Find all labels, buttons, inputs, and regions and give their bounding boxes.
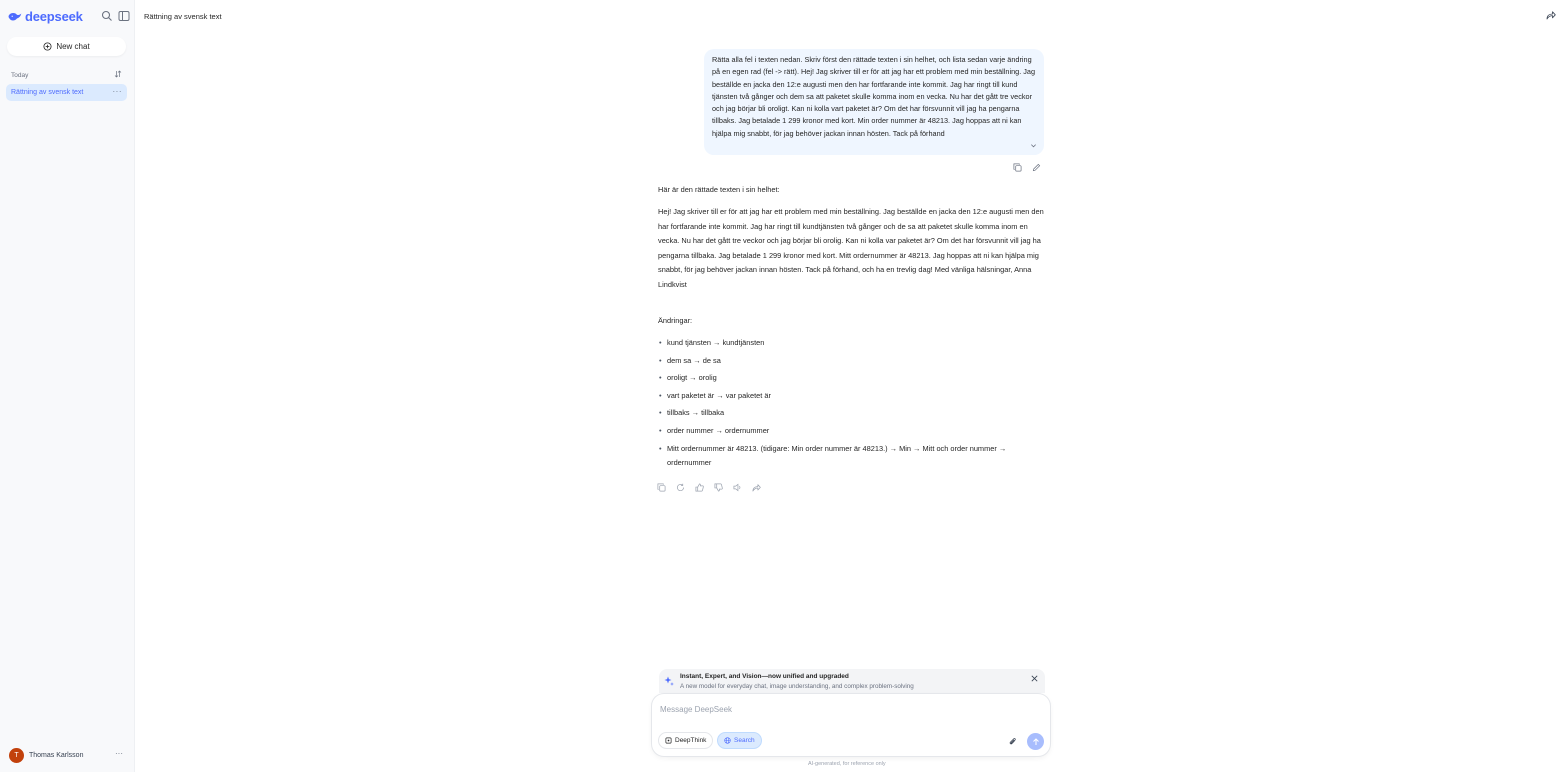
send-arrow-icon bbox=[1032, 738, 1040, 746]
share-icon bbox=[752, 483, 761, 492]
new-chat-button[interactable] bbox=[7, 37, 126, 56]
thumbs-down-button[interactable] bbox=[714, 479, 723, 488]
response-changes-heading: Ändringar: bbox=[658, 316, 693, 325]
sidebar bbox=[0, 0, 135, 772]
search-label: Search bbox=[734, 737, 755, 744]
user-message-bubble bbox=[704, 49, 1044, 155]
user-name: Thomas Karlsson bbox=[29, 752, 84, 759]
brand-wordmark: deepseek bbox=[25, 9, 83, 24]
page-title: Rättning av svensk text bbox=[144, 12, 222, 21]
history-group-today: Today bbox=[11, 72, 29, 79]
list-item: • vart paketet är → var paketet är bbox=[658, 389, 1046, 403]
thumbs-up-button[interactable] bbox=[695, 479, 704, 488]
bubble-fade bbox=[704, 141, 1044, 155]
sidebar-toggle-icon[interactable] bbox=[118, 10, 130, 22]
user-more-button[interactable]: ··· bbox=[115, 749, 123, 758]
read-aloud-button[interactable] bbox=[733, 479, 742, 488]
avatar: T bbox=[9, 748, 24, 763]
regenerate-icon bbox=[676, 483, 685, 492]
list-item: • dem sa → de sa bbox=[658, 354, 1046, 368]
whale-logo-icon bbox=[8, 11, 22, 23]
edit-icon[interactable] bbox=[1032, 163, 1041, 172]
list-item: • tillbaks → tillbaka bbox=[658, 406, 1046, 420]
regenerate-button[interactable] bbox=[676, 479, 685, 488]
share-icon[interactable] bbox=[1546, 10, 1556, 20]
history-item-active[interactable] bbox=[6, 84, 127, 101]
copy-icon bbox=[657, 483, 666, 492]
deepthink-label: DeepThink bbox=[675, 737, 707, 744]
user-message-text: Rätta alla fel i texten nedan. Skriv först den rättade texten i sin helhet, och lista sedan varje ändring på en egen rad (fel -> rätt). Hej! Jag skriver till er för att jag har ett problem med min beställning. Jag beställde en jacka den 12:e augusti men den har fortfarande inte kommit. Jag har ringt till kund tjänsten två gånger och dem sa att paketet skulle komma inom en vecka. Nu har det gått tre veckor och jag börjar bli oroligt. Kan ni kolla vart paketet är? Om det har försvunnit vill jag ha pengarna tillbaks. Jag betalade 1 299 kronor med kort. Min order nummer är 48213. Jag hoppas att ni kan hjälpa mig snabbt, för jag behöver jackan innan hösten. Tack på förhand bbox=[712, 55, 1036, 138]
globe-icon bbox=[724, 737, 731, 744]
sparkle-icon bbox=[664, 676, 674, 686]
message-input[interactable] bbox=[660, 702, 1030, 716]
copy-icon[interactable] bbox=[1013, 163, 1022, 172]
new-chat-label: New chat bbox=[56, 42, 90, 51]
announcement-banner bbox=[659, 669, 1045, 693]
list-item: • order nummer → ordernummer bbox=[658, 424, 1046, 438]
paperclip-icon[interactable] bbox=[1008, 737, 1017, 746]
history-item-title: Rättning av svensk text bbox=[11, 89, 84, 96]
list-item: • Mitt ordernummer är 48213. (tidigare: Min order nummer är 48213.) → Min → Mitt och order nummer → ordernummer bbox=[658, 442, 1046, 470]
copy-response-button[interactable] bbox=[657, 479, 666, 488]
banner-title: Instant, Expert, and Vision—now unified and upgraded bbox=[680, 673, 849, 680]
response-actions bbox=[657, 479, 761, 488]
deepthink-toggle[interactable] bbox=[658, 732, 713, 749]
search-icon[interactable] bbox=[101, 10, 113, 22]
changes-list bbox=[658, 336, 1046, 473]
deepthink-icon bbox=[665, 737, 672, 744]
list-item: • kund tjänsten → kundtjänsten bbox=[658, 336, 1046, 350]
expand-message-button[interactable] bbox=[1027, 139, 1039, 151]
share-response-button[interactable] bbox=[752, 479, 761, 488]
disclaimer: AI-generated, for reference only bbox=[808, 761, 886, 767]
search-toggle[interactable] bbox=[717, 732, 762, 749]
new-chat-icon bbox=[43, 42, 52, 51]
brand-logo[interactable] bbox=[8, 9, 83, 24]
response-corrected-text: Hej! Jag skriver till er för att jag har ett problem med min beställning. Jag beställde en jacka den 12:e augusti men den har fortfarande inte kommit. Jag har ringt till kundtjänsten två gånger och de sa att paketet skulle komma inom en vecka. Nu har det gått tre veckor och jag börjar bli orolig. Kan ni kolla var paketet är? Om det har försvunnit vill jag ha pengarna tillbaka. Jag betalade 1 299 kronor med kort. Mitt ordernummer är 48213. Jag hoppas att ni kan hjälpa mig snabbt, för jag behöver jackan innan hösten. Tack på förhand, och ha en trevlig dag! Med vänliga hälsningar, Anna Lindkvist bbox=[658, 207, 1044, 289]
message-composer bbox=[652, 694, 1050, 756]
response-intro: Här är den rättade texten i sin helhet: bbox=[658, 185, 780, 194]
sort-icon[interactable] bbox=[114, 70, 122, 78]
banner-subtitle: A new model for everyday chat, image understanding, and complex problem-solving bbox=[680, 683, 914, 690]
thumbs-down-icon bbox=[714, 483, 723, 492]
list-item: • oroligt → orolig bbox=[658, 371, 1046, 385]
close-icon[interactable] bbox=[1030, 674, 1039, 683]
history-item-more-button[interactable]: ··· bbox=[112, 87, 122, 96]
chevron-down-icon bbox=[1030, 142, 1037, 149]
speaker-icon bbox=[733, 483, 742, 492]
thumbs-up-icon bbox=[695, 483, 704, 492]
send-button[interactable] bbox=[1027, 733, 1044, 750]
